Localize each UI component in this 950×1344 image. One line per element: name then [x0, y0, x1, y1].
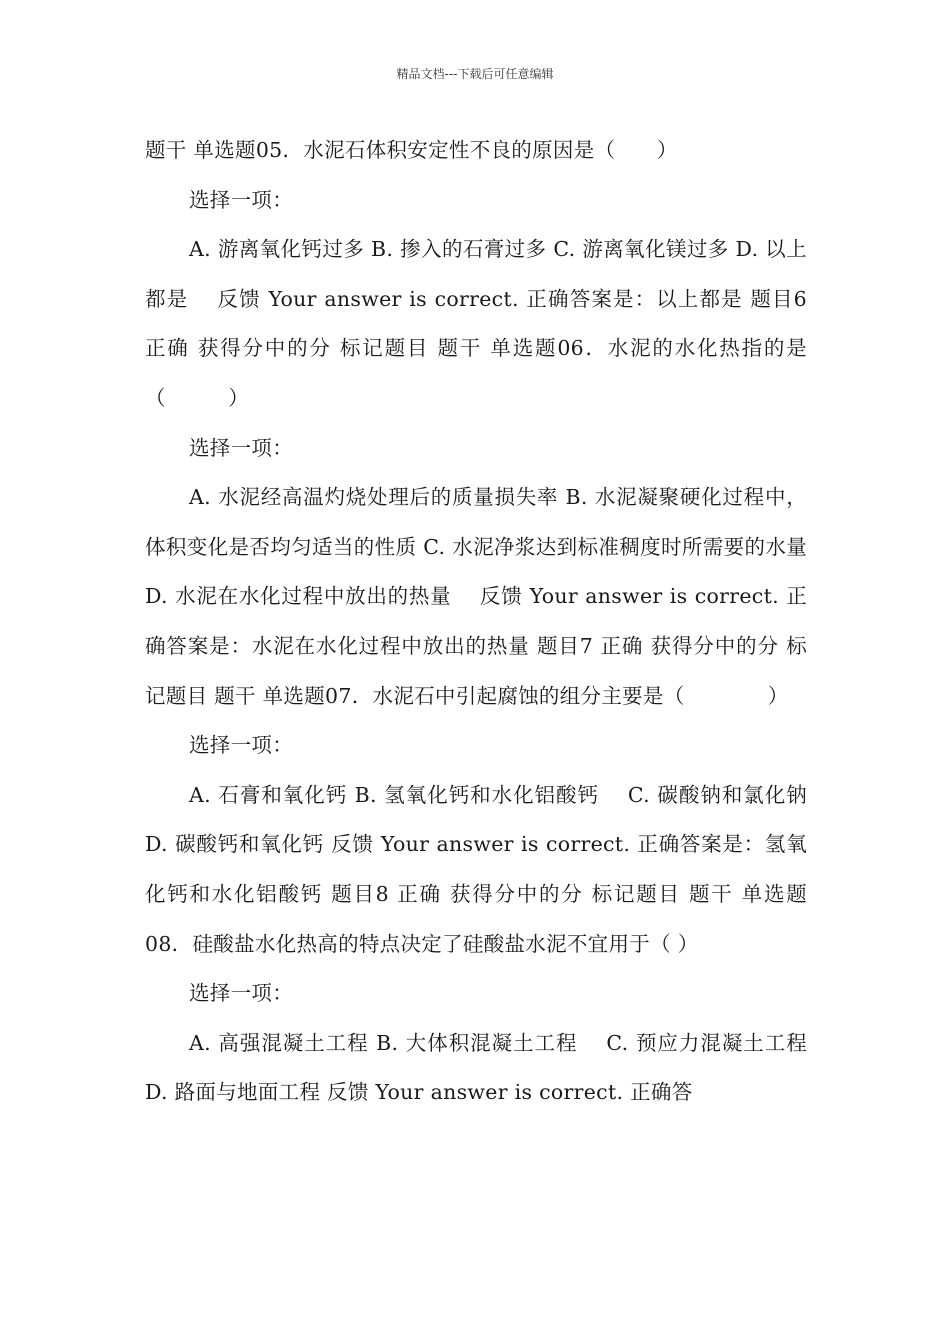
options-and-feedback-08: A. 高强混凝土工程 B. 大体积混凝土工程 C. 预应力混凝土工程 D. 路面与地面工程 反馈 Your answer is correct. 正确答 [145, 1030, 807, 1105]
select-one-label: 选择一项： [189, 435, 293, 460]
options-and-feedback-07: A. 石膏和氧化钙 B. 氢氧化钙和水化铝酸钙 C. 碳酸钠和氯化钠 D. 碳酸钙和氧化钙 反馈 Your answer is correct. 正确答案是：氢氧化钙和水化铝酸钙 题目8 正确 获得分中的分 标记题目 题干 单选题08．硅酸盐水化热高的特点决定了硅酸盐水泥不宜用于（ ） [145, 782, 807, 956]
select-one-label: 选择一项： [189, 733, 293, 758]
select-one-label: 选择一项： [189, 187, 293, 212]
page-header: 精品文档---下载后可任意编辑 [396, 67, 554, 81]
options-and-feedback-05: A. 游离氧化钙过多 B. 掺入的石膏过多 C. 游离氧化镁过多 D. 以上都是 反馈 Your answer is correct. 正确答案是：以上都是 题目6 正确 获得分中的分 标记题目 题干 单选题06．水泥的水化热指的是（ ） [145, 237, 807, 410]
document-body [145, 126, 807, 1118]
select-one-label: 选择一项： [189, 981, 293, 1006]
question-stem-05: 题干 单选题05．水泥石体积安定性不良的原因是（ ） [145, 138, 678, 162]
options-and-feedback-06: A. 水泥经高温灼烧处理后的质量损失率 B. 水泥凝聚硬化过程中，体积变化是否均匀适当的性质 C. 水泥净浆达到标准稠度时所需要的水量 D. 水泥在水化过程中放出的热量 反馈 Your answer is correct. 正确答案是：水泥在水化过程中放出的热量 题目7 正确 获得分中的分 标记题目 题干 单选题07．水泥石中引起腐蚀的组分主要是（ ） [145, 485, 807, 708]
